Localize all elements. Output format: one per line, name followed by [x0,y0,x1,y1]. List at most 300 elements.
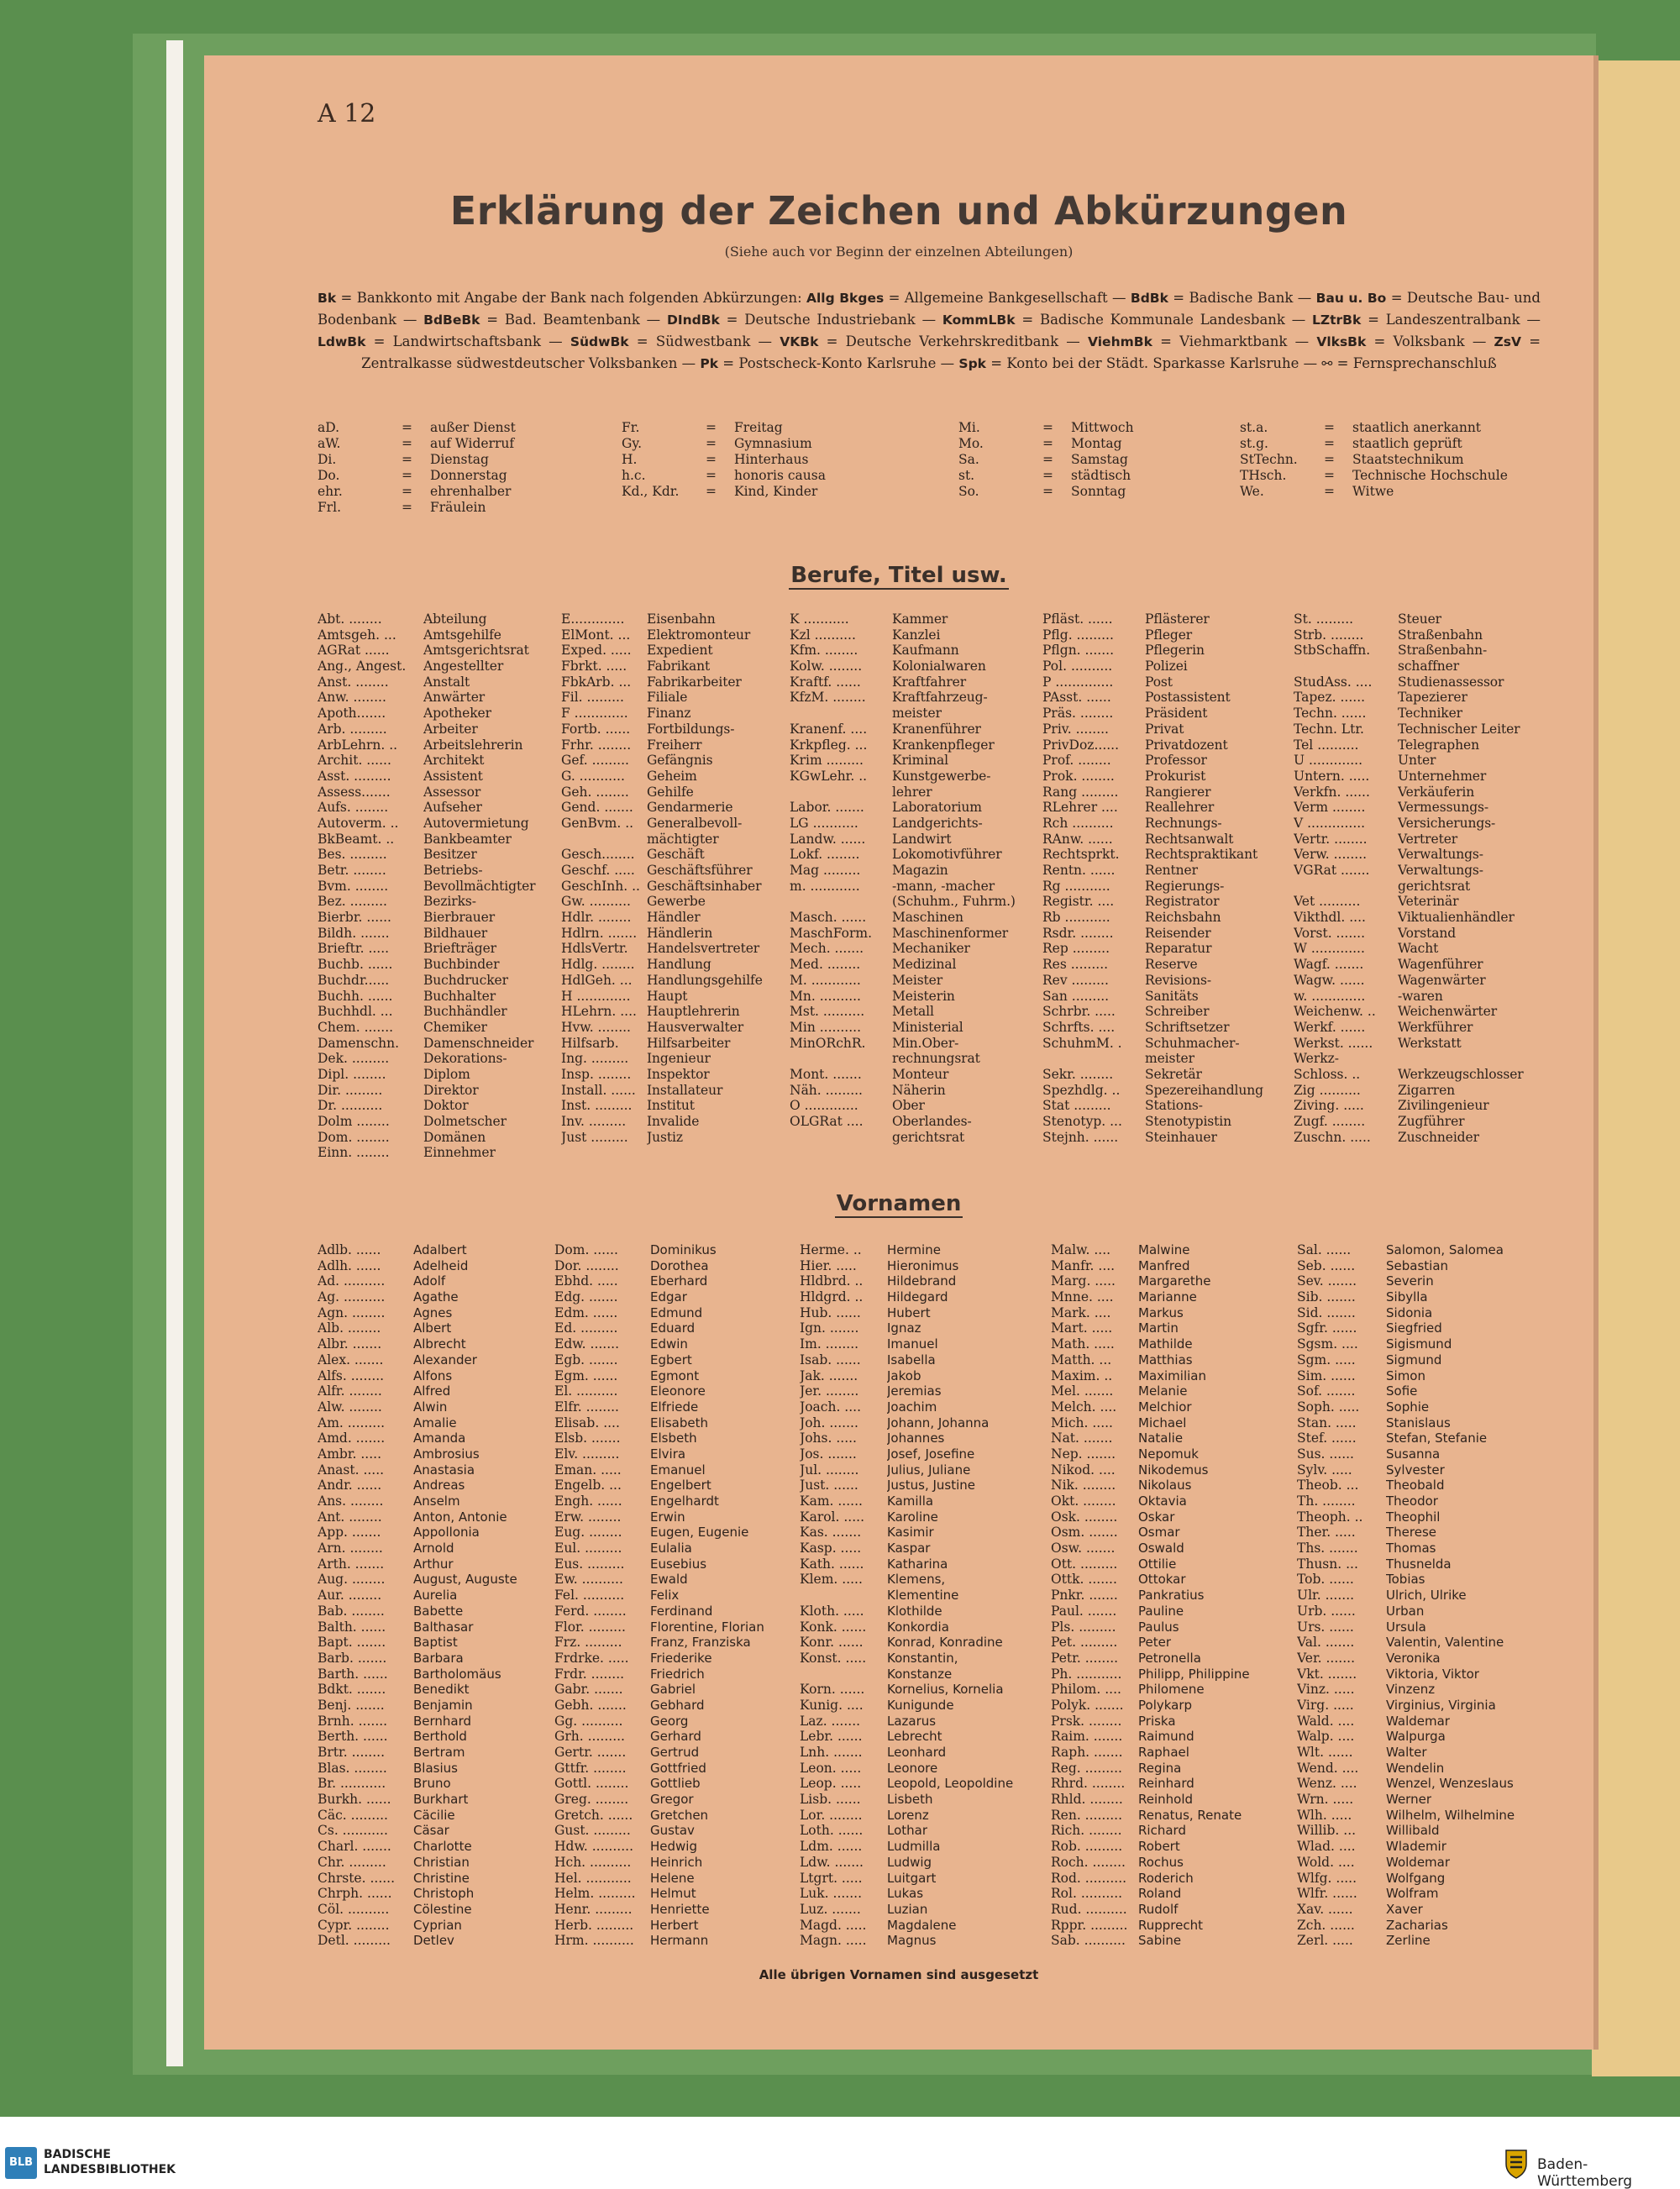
abbreviation: KfzM. ........ [790,690,866,706]
abbreviation: Benj. ....... [318,1697,385,1713]
abbreviation: m. ............ [790,878,860,894]
list-item [1297,1273,1567,1289]
abbreviation: Elfr. ........ [554,1399,619,1415]
expansion: Weichenwärter [1398,1004,1498,1020]
list-item [1042,659,1291,675]
list-item [561,926,790,942]
expansion: Werkführer [1398,1019,1473,1035]
expansion: Philomene [1138,1682,1205,1698]
equals-sign: = [402,468,412,483]
list-item [561,643,790,659]
abbreviation: Bes. ......... [318,847,387,863]
expansion: Elvira [650,1446,686,1462]
abbreviation: Eul. ......... [554,1541,622,1556]
abbreviation: Chem. ....... [318,1019,394,1035]
expansion: Rochus [1138,1854,1184,1870]
list-item [318,769,561,785]
abbreviation: Frdr. ........ [554,1666,625,1682]
list-item [1042,753,1291,769]
expansion: Franz, Franziska [650,1635,751,1651]
expansion: Dekorations- [423,1051,507,1067]
abbreviation: Mich. ..... [1051,1415,1113,1430]
list-item [318,894,561,910]
expansion: Geschäftsinhaber [647,878,762,894]
list-item [800,1619,1052,1635]
abbreviation: Bildh. ....... [318,925,390,941]
expansion: Felix [650,1588,680,1604]
expansion: Reisender [1145,925,1211,941]
list-item [1294,926,1549,942]
abbreviation: O ............. [790,1098,858,1114]
expansion: Nepomuk [1138,1446,1199,1462]
abbr-value: Hinterhaus [734,452,809,467]
abbreviation: Zerl. ..... [1297,1933,1353,1949]
vornamen-column [1297,1242,1567,1949]
abbreviation: Andr. ...... [318,1478,382,1493]
abbreviation: Kloth. ..... [800,1603,864,1619]
list-item [1297,1902,1567,1918]
list-item [318,1714,554,1730]
list-item [1042,738,1291,753]
abbreviation: Näh. ......... [790,1082,863,1098]
expansion: Meisterin [892,988,955,1004]
abbreviation: Barb. ....... [318,1650,387,1666]
abbreviation: Frdrke. ..... [554,1650,629,1666]
list-item [800,1415,1052,1431]
abbreviation: Pet. ......... [1051,1635,1118,1651]
expansion: Martin [1138,1320,1179,1336]
abbreviation: Seb. ...... [1297,1257,1356,1273]
list-item [1297,1667,1567,1682]
list-item [790,722,1042,738]
expansion: Joachim [887,1399,937,1415]
abbreviation: Magn. ..... [800,1933,867,1949]
list-item [1042,1098,1291,1114]
abbreviation: Greg. ........ [554,1792,629,1808]
abbreviation: Laz. ....... [800,1713,861,1729]
expansion: Gregor [650,1792,694,1808]
list-item [318,973,561,989]
expansion: Helene [650,1870,695,1886]
state-name[interactable]: Baden-Württemberg [1537,2156,1633,2189]
expansion: Oktavia [1138,1493,1187,1509]
expansion: Zuschneider [1398,1129,1479,1145]
abbreviation: Jul. ........ [800,1462,859,1478]
list-item [554,1886,800,1902]
expansion: Filiale [647,690,688,706]
abbr-value: Mittwoch [1071,420,1134,435]
list-item [1051,1635,1296,1651]
list-item [1297,1478,1567,1493]
expansion: Buchdrucker [423,972,508,988]
expansion: Konstantin, [887,1650,958,1666]
expansion: Xaver [1386,1901,1423,1917]
expansion: Kanzlei [892,627,941,643]
list-item [318,738,561,753]
expansion: Ewald [650,1572,688,1588]
list-item [318,1305,554,1321]
list-item [561,690,790,706]
list-item [1051,1871,1296,1887]
list-item [1294,1114,1549,1130]
list-item [1297,1918,1567,1934]
expansion: Eisenbahn [647,612,716,627]
expansion: Fabrikarbeiter [647,674,742,690]
list-item [1294,957,1549,973]
expansion: Post [1145,674,1173,690]
abbreviation: Buchhdl. ... [318,1004,393,1020]
list-item [1051,1761,1296,1777]
list-item [790,910,1042,926]
abbreviation: Sal. ...... [1297,1242,1352,1257]
list-item [561,722,790,738]
abbreviation: Berth. ...... [318,1729,388,1745]
page-number: A 12 [318,99,376,129]
expansion: Reinhard [1138,1776,1194,1792]
list-item [1297,1509,1567,1525]
abbreviation: Sgfr. ...... [1297,1320,1357,1336]
library-name[interactable]: BADISCHE LANDESBIBLIOTHEK [44,2148,176,2176]
list-item [800,1745,1052,1761]
list-item [1051,1336,1296,1352]
list-item [554,1493,800,1509]
expansion: (Schuhm., Fuhrm.) [892,894,1016,910]
abbreviation: Install. ...... [561,1082,636,1098]
abbr-key: Fr. [622,420,640,435]
list-item [1294,894,1549,910]
list-item [554,1855,800,1871]
abbreviation: Nikod. .... [1051,1462,1116,1478]
abbreviation: Pnkr. ....... [1051,1588,1118,1604]
abbreviation [800,1667,887,1682]
abbreviation: Konr. ...... [800,1635,864,1651]
expansion: Briefträger [423,941,496,957]
abbreviation: Kranenf. .... [790,721,868,737]
abbreviation: Fel. .......... [554,1588,625,1604]
abbr-row [958,436,1256,452]
abbreviation: Sus. ...... [1297,1446,1354,1462]
expansion: Straßenbahn [1398,627,1483,643]
abbreviation [1042,1051,1145,1067]
abbreviation: Wlad. .... [1297,1839,1356,1855]
abbreviation: Arb. ......... [318,721,387,737]
expansion: Hedwig [650,1839,697,1855]
list-item [554,1572,800,1588]
abbreviation: KGwLehr. .. [790,768,868,784]
list-item [318,1855,554,1871]
abbreviation: Helm. ......... [554,1886,636,1902]
abbr-key: st.a. [1240,420,1268,435]
list-item [790,973,1042,989]
list-item [800,1446,1052,1462]
list-item [1294,1083,1549,1099]
abbreviation: Hrm. .......... [554,1933,634,1949]
list-item [318,926,561,942]
list-item [1297,1462,1567,1478]
expansion: Aufseher [423,800,482,816]
list-item [1051,1808,1296,1824]
expansion: Babette [413,1603,464,1619]
list-item [800,1808,1052,1824]
list-item [800,1242,1052,1258]
list-item [790,690,1042,706]
abbreviation: Alw. ........ [318,1399,382,1415]
expansion: Näherin [892,1082,946,1098]
list-item [1294,1004,1549,1020]
expansion: Wlademir [1386,1839,1446,1855]
abbreviation: Jak. ....... [800,1367,858,1383]
list-item [790,706,1042,722]
list-item [1042,1004,1291,1020]
list-item [318,1478,554,1493]
expansion: Christine [413,1870,470,1886]
equals-sign: = [1324,468,1335,483]
expansion: Damenschneider [423,1035,534,1051]
list-item [318,722,561,738]
berufe-column [1294,612,1549,1145]
list-item [1297,1415,1567,1431]
abbreviation: Ths. ....... [1297,1541,1358,1556]
expansion: Oberlandes- [892,1114,972,1129]
expansion: Anton, Antonie [413,1509,507,1525]
expansion: Renatus, Renate [1138,1807,1242,1823]
vornamen-heading: Vornamen [836,1191,962,1216]
list-item [554,1902,800,1918]
list-item [554,1399,800,1415]
list-item [554,1352,800,1368]
abbr-key: StTechn. [1240,452,1298,467]
abbreviation: Cs. ........... [318,1823,388,1839]
list-item [1297,1368,1567,1384]
expansion: Telegraphen [1398,737,1479,753]
bank-abbr: VlksBk [1316,334,1367,349]
list-item [318,1004,561,1020]
abbr-key: Mo. [958,436,984,451]
list-item [800,1336,1052,1352]
bank-abbr: BdBk [1130,291,1168,306]
expansion: Robert [1138,1839,1180,1855]
expansion: Waldemar [1386,1713,1450,1729]
list-item [318,863,561,879]
expansion: Lisbeth [887,1792,933,1808]
list-item [318,1130,561,1146]
list-item [554,1430,800,1446]
abbreviation: Leon. ..... [800,1760,862,1776]
abbreviation: Mont. ....... [790,1066,862,1082]
document-page [204,55,1599,2050]
expansion: Fabrikant [647,659,711,675]
list-item [1297,1808,1567,1824]
list-item [1297,1855,1567,1871]
list-item [1042,847,1291,863]
expansion: Domänen [423,1129,486,1145]
list-item [1294,832,1549,848]
expansion: Elektromonteur [647,627,751,643]
abbreviation: Techn. Ltr. [1294,721,1364,737]
abbreviation: Techn. ...... [1294,706,1367,722]
abbr-row [622,436,919,452]
abbreviation: PAsst. ...... [1042,690,1111,706]
abbreviation: Krim ......... [790,753,864,769]
list-item [1042,706,1291,722]
list-item [790,627,1042,643]
expansion: Händlerin [647,925,713,941]
expansion: Handlungsgehilfe [647,972,763,988]
abbr-key: Frl. [318,500,342,515]
expansion: Zigarren [1398,1082,1456,1098]
list-item [1297,1761,1567,1777]
abbreviation: Kasp. ..... [800,1541,862,1556]
abbreviation: Rud. .......... [1051,1901,1127,1917]
abbr-key: We. [1240,484,1264,499]
equals-sign: = [706,436,717,451]
expansion: Dominikus [650,1242,717,1257]
list-item [800,1855,1052,1871]
abbr-key: st.g. [1240,436,1268,451]
abbreviation: Ottk. ....... [1051,1572,1117,1588]
expansion: Jeremias [887,1383,942,1399]
abbreviation: Just ......... [561,1129,628,1145]
list-item [1051,1902,1296,1918]
list-item [561,753,790,769]
bank-expansion: = Bankkonto mit Angabe der Bank nach folgenden Abkürzungen: [336,290,806,306]
list-item [561,1114,790,1130]
list-item [561,894,790,910]
abbreviation: Herme. .. [800,1242,862,1257]
list-item [1051,1651,1296,1667]
list-item [800,1352,1052,1368]
bank-expansion: = Konto bei der Städt. Sparkasse Karlsruhe — [986,355,1322,371]
abbreviation: Osw. ....... [1051,1541,1116,1556]
list-item [1051,1667,1296,1682]
abbreviation: Einn. ........ [318,1145,390,1161]
abbreviation [1294,659,1398,675]
expansion: Cäcilie [413,1807,455,1823]
list-item [318,1776,554,1792]
abbreviation: Damenschn. [318,1035,400,1051]
list-item [1297,1886,1567,1902]
abbr-value: staatlich anerkannt [1352,420,1482,435]
list-item [790,753,1042,769]
list-item [318,1258,554,1274]
expansion: Werner [1386,1792,1431,1808]
abbreviation: GenBvm. .. [561,815,634,831]
expansion: Gustav [650,1823,695,1839]
expansion: Stanislaus [1386,1415,1451,1430]
abbreviation: Dipl. ........ [318,1066,386,1082]
expansion: Händler [647,910,701,926]
abbreviation: Im. ........ [800,1336,859,1352]
equals-sign: = [1042,484,1053,499]
equals-sign: = [402,500,412,515]
abbreviation: Eus. ......... [554,1556,625,1572]
abbreviation: Rob. ......... [1051,1839,1123,1855]
list-item [1042,785,1291,801]
list-item [790,769,1042,785]
list-item [1051,1415,1296,1431]
abbreviation: Wlfr. ...... [1297,1886,1357,1902]
abbreviation: Barth. ...... [318,1666,388,1682]
abbreviation: Leop. ..... [800,1776,862,1792]
expansion: Leopold, Leopoldine [887,1776,1014,1792]
expansion: Revisions- [1145,972,1211,988]
abbreviation: Theob. ... [1297,1478,1359,1493]
list-item [318,847,561,863]
list-item [1297,1289,1567,1305]
abbreviation: K ........... [790,612,849,627]
expansion: Handlung [647,957,711,973]
expansion: Ulrich, Ulrike [1386,1588,1467,1604]
expansion: Zerline [1386,1933,1431,1949]
expansion: Einnehmer [423,1145,496,1161]
abbreviation: Hldgrd. .. [800,1289,864,1305]
abbreviation: Fil. ......... [561,690,624,706]
blb-logo-icon[interactable]: BLB [5,2147,37,2179]
abbreviation: Nik. ........ [1051,1478,1116,1493]
expansion: Roderich [1138,1870,1194,1886]
abbreviation: Mag ......... [790,863,861,878]
expansion: Meister [892,972,943,988]
abbreviation: Kam. ...... [800,1493,863,1509]
expansion: Vermessungs- [1398,800,1489,816]
expansion: Tapezierer [1398,690,1467,706]
abbreviation: Rentn. ...... [1042,863,1116,878]
expansion: Gendarmerie [647,800,733,816]
expansion: Egmont [650,1367,700,1383]
expansion: Veterinär [1398,894,1459,910]
list-item [561,989,790,1005]
list-item [1042,941,1291,957]
abbr-value: Staatstechnikum [1352,452,1464,467]
list-item [800,1604,1052,1619]
expansion: Albert [413,1320,452,1336]
expansion: Kraftfahrzeug- [892,690,988,706]
list-item [1042,957,1291,973]
list-item [1297,1305,1567,1321]
expansion: Rudolf [1138,1901,1179,1917]
expansion: Adelheid [413,1257,469,1273]
abbreviation: Prok. ........ [1042,768,1115,784]
abbreviation: Betr. ........ [318,863,386,878]
abbr-value: auf Widerruf [430,436,515,451]
expansion: Rechtspraktikant [1145,847,1258,863]
list-item [1042,627,1291,643]
expansion: Kaufmann [892,643,959,659]
list-item [318,1839,554,1855]
list-item [318,800,561,816]
abbreviation: Mech. ....... [790,941,864,957]
expansion: Ingenieur [647,1051,711,1067]
expansion: Raphael [1138,1745,1189,1760]
abbreviation: G. ........... [561,768,625,784]
expansion: Philipp, Philippine [1138,1666,1250,1682]
expansion: Burkhart [413,1792,469,1808]
abbreviation: Kath. ...... [800,1556,864,1572]
list-item [800,1776,1052,1792]
abbr-value: staatlich geprüft [1352,436,1462,451]
baden-wuerttemberg-crest-icon [1504,2149,1529,2179]
list-item [554,1556,800,1572]
list-item [1051,1839,1296,1855]
expansion: Kammer [892,612,948,627]
list-item [800,1918,1052,1934]
abbreviation: Detl. ......... [318,1933,391,1949]
abbr-key: Mi. [958,420,980,435]
expansion: Straßenbahn- [1398,643,1488,659]
abbreviation: Aufs. ........ [318,800,389,816]
list-item [318,1098,561,1114]
list-item [561,879,790,895]
